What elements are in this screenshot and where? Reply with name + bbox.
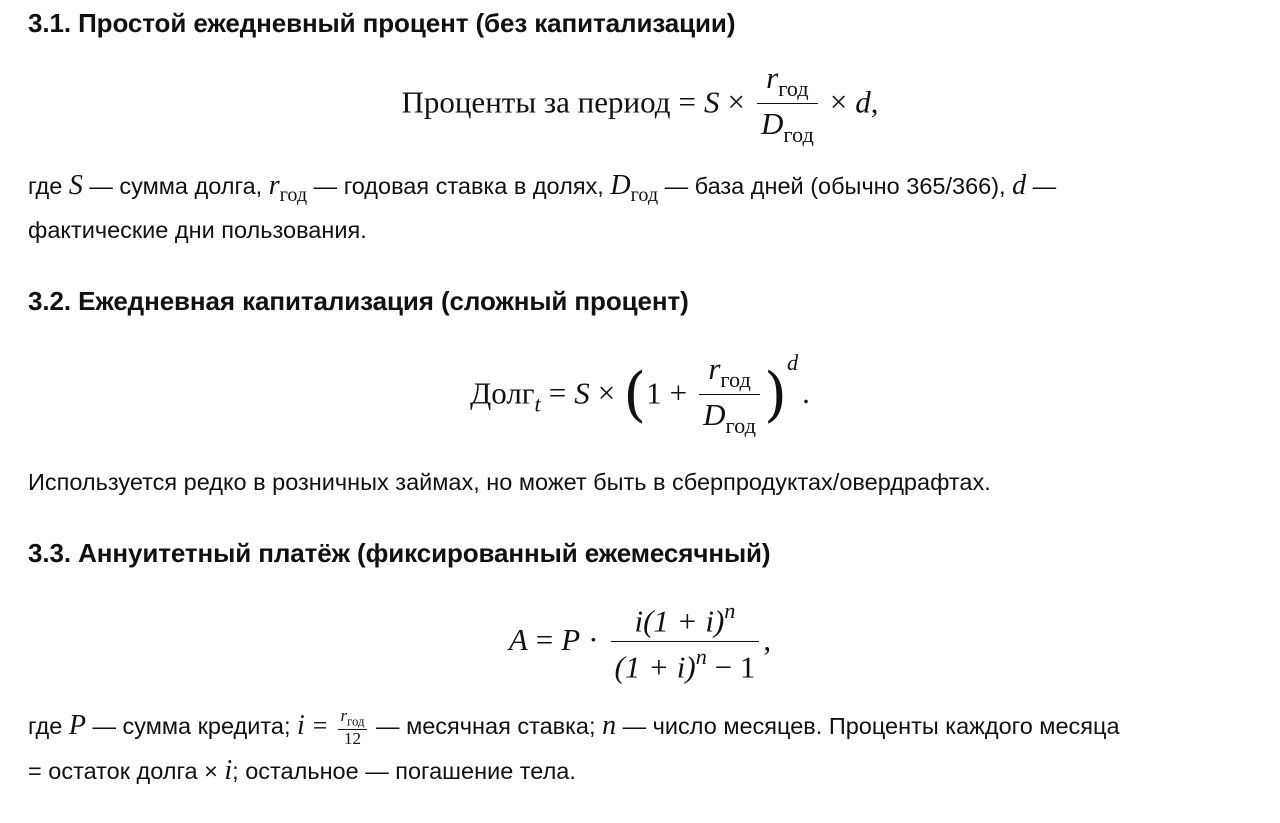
fraction-annuity: $\frac{i(1 + i)^n}{(1 + i)^n - 1}$	[611, 598, 760, 685]
fraction-r-over-D: $\frac{r_{год}}{D_{год}}$	[757, 60, 818, 148]
fraction-r-over-12: $\frac{r_{год}}{12}$	[340, 706, 365, 748]
heading-3-1: 3.1. Простой ежедневный процент (без капитализации)	[28, 8, 736, 38]
heading-3-3: 3.3. Аннуитетный платёж (фиксированный ежемесячный)	[28, 538, 771, 568]
formula-annuity-payment: A = P · $\frac{i(1 + i)^n}{(1 + i)^n - 1}$ ,	[508, 598, 772, 685]
paragraph-3-2: Используется редко в розничных займах, но может быть в сберпродуктах/овердрафтах.	[28, 469, 991, 495]
paragraph-3-1-line-1: где S — сумма долга, $r_{год}$ — годовая ставка в долях, $D_{год}$ — база дней (обычно 365/366), d —	[28, 170, 1057, 207]
paragraph-3-3-line-2: = остаток долга × i; остальное — погашение тела.	[28, 755, 576, 786]
paragraph-3-3-line-1: где P — сумма кредита; i = $\frac{r_{год}}{12}$ — месячная ставка; n — число месяцев. Проценты каждого месяца	[28, 706, 1120, 748]
heading-3-2: 3.2. Ежедневная капитализация (сложный процент)	[28, 286, 689, 316]
formula-simple-interest: Проценты за период = S × $\frac{r_{год}}{D_{год}}$ × d,	[401, 60, 879, 148]
fraction-r-over-D: $\frac{r_{год}}{D_{год}}$	[699, 351, 760, 439]
formula-daily-capitalization: Долг$_t$ = S × (1 + $\frac{r_{год}}{D_{год}}$ )$^d$.	[470, 350, 810, 439]
paragraph-3-1-line-2: фактические дни пользования.	[28, 217, 367, 243]
